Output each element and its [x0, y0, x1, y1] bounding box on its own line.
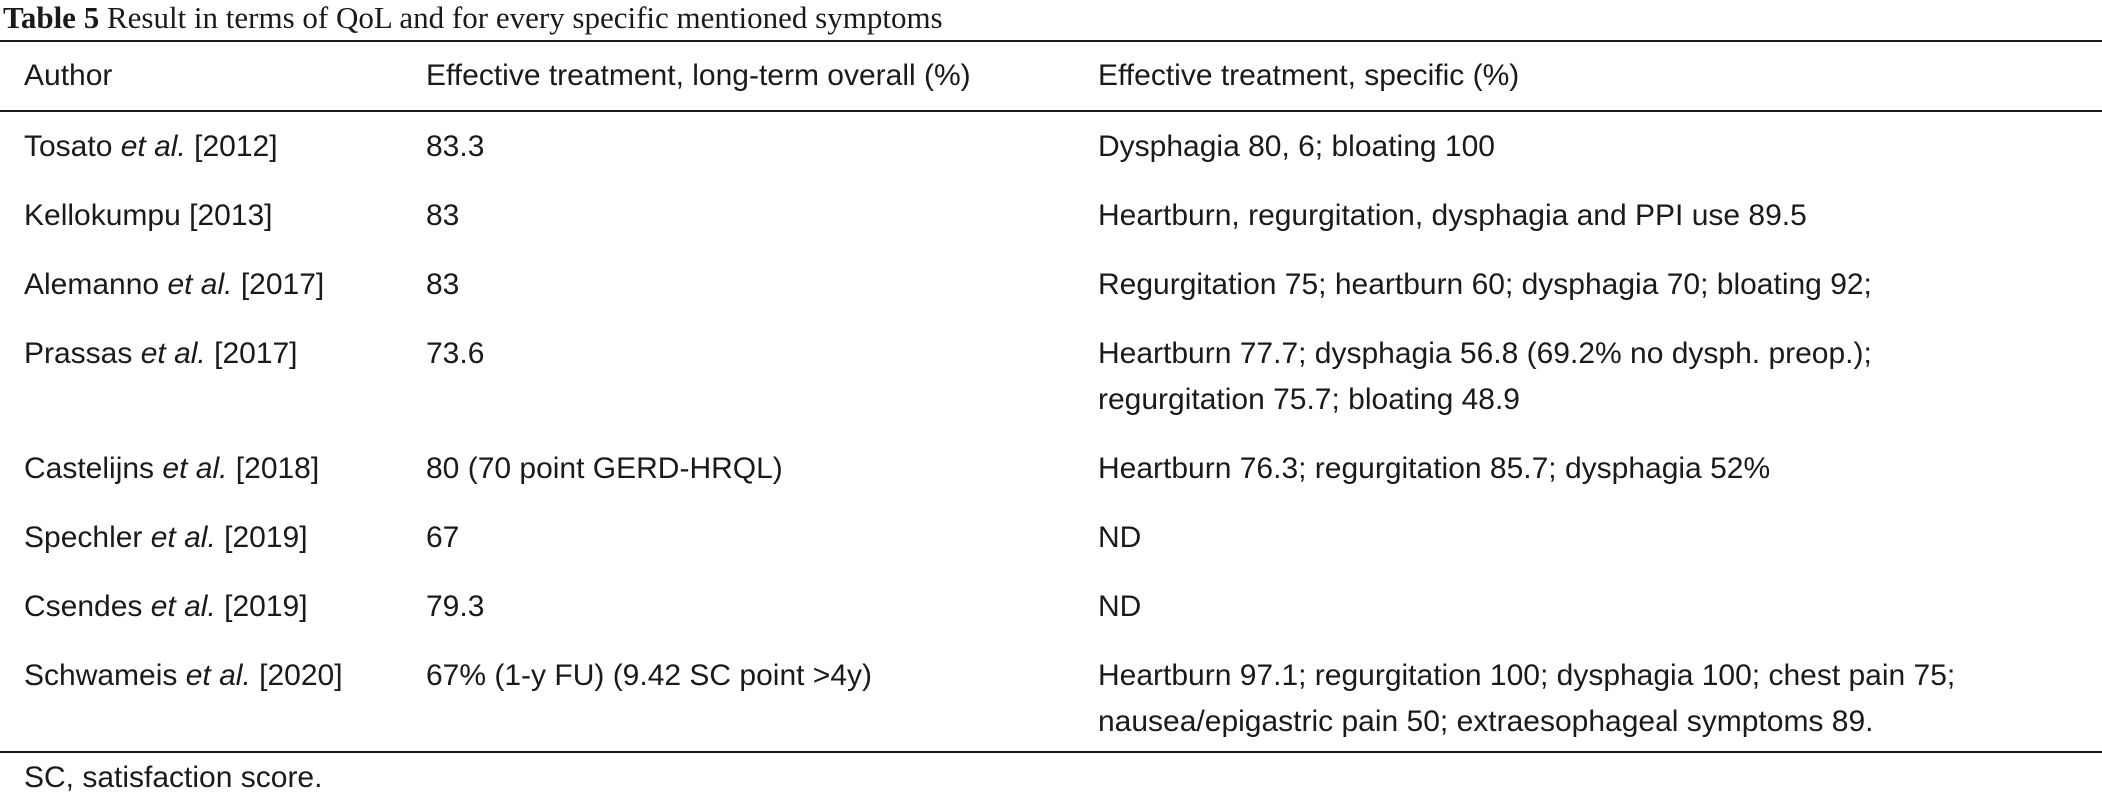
- author-year: [2012]: [194, 130, 278, 163]
- cell-specific: [1098, 322, 2102, 437]
- table-caption: [3, 0, 943, 36]
- header-author: Author: [24, 59, 113, 92]
- cell-author: [0, 322, 426, 437]
- cell-specific: [1098, 506, 2102, 575]
- author-etal: et al.: [162, 452, 228, 485]
- author-etal: et al.: [120, 130, 186, 163]
- specific-line: Regurgitation 75; heartburn 60; dysphagia 70; bloating 92;: [1098, 268, 1872, 301]
- author-name: Csendes: [24, 590, 143, 623]
- author-name: Schwameis: [24, 659, 178, 692]
- specific-line: Heartburn 76.3; regurgitation 85.7; dysphagia 52%: [1098, 452, 1771, 485]
- header-rule: [0, 110, 2102, 112]
- cell-specific: [1098, 575, 2102, 644]
- specific-line: Heartburn 77.7; dysphagia 56.8 (69.2% no dysph. preop.);: [1098, 337, 1872, 370]
- cell-overall: 79.3: [426, 590, 485, 623]
- cell-author: [0, 575, 426, 644]
- table-row: [0, 575, 2102, 644]
- cell-specific: [1098, 644, 2102, 759]
- header-specific: Effective treatment, specific (%): [1098, 59, 1520, 92]
- author-etal: et al.: [150, 521, 216, 554]
- specific-line: Dysphagia 80, 6; bloating 100: [1098, 130, 1495, 163]
- table-row: [0, 644, 2102, 759]
- table-header: [0, 42, 2102, 110]
- author-year: [2019]: [224, 590, 308, 623]
- cell-author: [0, 506, 426, 575]
- author-year: [2013]: [189, 199, 273, 232]
- cell-overall: 67% (1-y FU) (9.42 SC point >4y): [426, 659, 873, 692]
- table-row: [0, 110, 2102, 184]
- specific-line: regurgitation 75.7; bloating 48.9: [1098, 383, 1520, 416]
- table-body: [0, 110, 2102, 759]
- table-caption-label: Table 5: [3, 0, 100, 35]
- results-table: [0, 42, 2102, 759]
- cell-overall: 83.3: [426, 130, 485, 163]
- author-year: [2020]: [259, 659, 343, 692]
- cell-specific: [1098, 110, 2102, 184]
- author-year: [2017]: [240, 268, 325, 301]
- table-row: [0, 322, 2102, 437]
- author-etal: et al.: [167, 268, 233, 301]
- cell-author: [0, 437, 426, 506]
- author-year: [2019]: [224, 521, 308, 554]
- author-etal: et al.: [140, 337, 206, 370]
- cell-overall: 83: [426, 268, 460, 301]
- author-year: [2018]: [235, 452, 320, 485]
- specific-line: Heartburn, regurgitation, dysphagia and PPI use 89.5: [1098, 199, 1807, 232]
- cell-overall: 80 (70 point GERD-HRQL): [426, 452, 783, 485]
- author-name: Kellokumpu: [24, 199, 181, 232]
- header-row: [0, 42, 2102, 110]
- bottom-rule: [0, 751, 2102, 753]
- cell-specific: [1098, 437, 2102, 506]
- cell-author: [0, 253, 426, 322]
- cell-overall: 83: [426, 199, 460, 232]
- table-row: [0, 253, 2102, 322]
- author-name: Spechler: [24, 521, 143, 554]
- cell-author: [0, 110, 426, 184]
- cell-overall: 73.6: [426, 337, 485, 370]
- table-caption-text: Result in terms of QoL and for every specific mentioned symptoms: [106, 0, 943, 35]
- cell-specific: [1098, 253, 2102, 322]
- table-row: [0, 184, 2102, 253]
- author-name: Alemanno: [24, 268, 160, 301]
- author-etal: et al.: [185, 659, 251, 692]
- cell-author: [0, 644, 426, 759]
- cell-specific: [1098, 184, 2102, 253]
- author-year: [2017]: [214, 337, 298, 370]
- cell-overall: 67: [426, 521, 460, 554]
- specific-line: ND: [1098, 521, 1142, 554]
- table-footnote: SC, satisfaction score.: [24, 761, 323, 794]
- specific-line: Heartburn 97.1; regurgitation 100; dysphagia 100; chest pain 75;: [1098, 659, 1956, 692]
- author-name: Castelijns: [24, 452, 155, 485]
- specific-line: ND: [1098, 590, 1142, 623]
- table-row: [0, 506, 2102, 575]
- author-etal: et al.: [150, 590, 216, 623]
- header-overall: Effective treatment, long-term overall (%): [426, 59, 971, 92]
- author-name: Tosato: [24, 130, 113, 163]
- cell-author: [0, 184, 426, 253]
- author-name: Prassas: [24, 337, 133, 370]
- table-row: [0, 437, 2102, 506]
- specific-line: nausea/epigastric pain 50; extraesophageal symptoms 89.: [1098, 705, 1874, 738]
